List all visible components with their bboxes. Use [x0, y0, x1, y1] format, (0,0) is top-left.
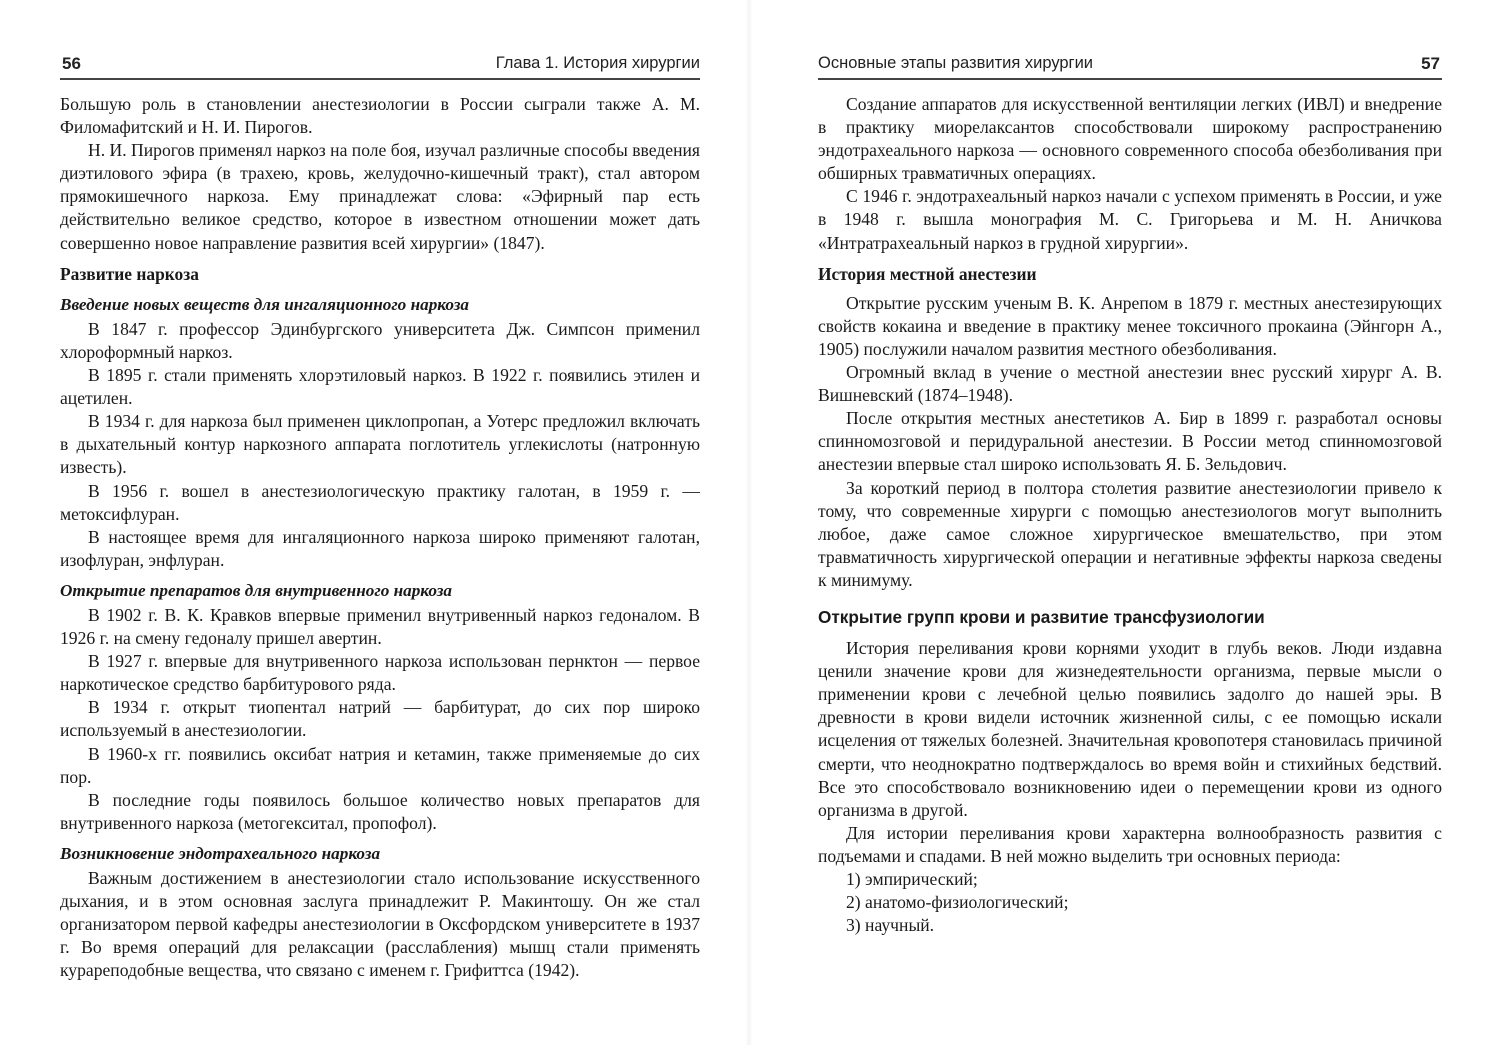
right-page-body	[818, 93, 1442, 937]
paragraph: Огромный вклад в учение о местной анестезии внес русский хирург А. В. Вишневский (1874–1948).	[818, 362, 1442, 406]
list-item: 3) научный.	[846, 915, 935, 936]
paragraph: Для истории переливания крови характерна волнообразность развития с подъемами и спадами. В ней можно выделить три основных периода:	[818, 822, 1442, 866]
list-item: 2) анатомо-физиологический;	[846, 892, 1069, 913]
paragraph: Открытие русским ученым В. К. Анрепом в 1879 г. местных анестезирующих свойств кокаина и введение в практику менее токсичного прокаина (Эйнгорн А., 1905) послужили началом развития местного обезболивания.	[818, 292, 1442, 359]
paragraph: История переливания крови корнями уходит в глубь веков. Люди издавна ценили значение крови для жизнедеятельности организма, первые мысли о применении крови с лечебной целью появились задолго до нашей эры. В древности в крови видели источник жизненной силы, с ее помощью искали исцеления от тяжелых болезней. Значительная кровопотеря становилась причиной смерти, что неоднократно подтверждалось во время войн и стихийных бедствий. Все это способствовало возникновению идеи о перемещении крови из одного организма в другой.	[818, 638, 1442, 820]
right-running-head	[818, 52, 1442, 80]
paragraph: В 1960-х гг. появились оксибат натрия и кетамин, также применяемые до сих пор.	[60, 743, 700, 787]
section-heading: История местной анестезии	[818, 263, 1037, 284]
running-title: Основные этапы развития хирургии	[818, 54, 1094, 72]
page-number: 57	[1421, 54, 1440, 73]
left-page	[60, 0, 700, 1045]
paragraph: В 1895 г. стали применять хлорэтиловый наркоз. В 1922 г. появились этилен и ацетилен.	[60, 365, 700, 409]
paragraph: В 1956 г. вошел в анестезиологическую практику галотан, в 1959 г. — метоксифлуран.	[60, 480, 700, 524]
period-list	[818, 868, 1442, 937]
paragraph: В 1847 г. профессор Эдинбургского университета Дж. Симпсон применил хлороформный наркоз.	[60, 318, 700, 362]
left-page-body	[60, 93, 700, 982]
page-number: 56	[62, 54, 81, 73]
paragraph: Н. И. Пирогов применял наркоз на поле боя, изучал различные способы введения диэтилового эфира (в трахею, кровь, желудочно-кишечный тракт), стал автором прямокишечного наркоза. Ему принадлежат слова: «Эфирный пар есть действительно великое средство, которое в известном отношении может дать совершенно новое направление развития всей хирургии» (1847).	[60, 140, 700, 253]
paragraph: В последние годы появилось большое количество новых препаратов для внутривенного наркоза (метогекситал, пропофол).	[60, 789, 700, 833]
subsection-heading: Введение новых веществ для ингаляционного наркоза	[60, 294, 470, 314]
paragraph: В 1934 г. для наркоза был применен циклопропан, а Уотерс предложил включать в дыхательный контур наркозного аппарата поглотитель углекислоты (натронную известь).	[60, 411, 700, 478]
subsection-heading: Возникновение эндотрахеального наркоза	[60, 843, 381, 863]
paragraph: В 1934 г. открыт тиопентал натрий — барбитурат, до сих пор широко используемый в анестезиологии.	[60, 697, 700, 741]
subsection-heading: Открытие препаратов для внутривенного наркоза	[60, 580, 453, 600]
paragraph: Важным достижением в анестезиологии стало использование искусственного дыхания, и в этом основная заслуга принадлежит Р. Макинтошу. Он же стал организатором первой кафедры анестезиологии в Оксфордском университете в 1937 г. Во время операций для релаксации (расслабления) мышц стали применять курареподобные вещества, что связано с именем г. Грифиттса (1942).	[60, 868, 700, 981]
paragraph: В настоящее время для ингаляционного наркоза широко применяют галотан, изофлуран, энфлуран.	[60, 526, 700, 570]
paragraph: Большую роль в становлении анестезиологии в России сыграли также А. М. Филомафитский и Н. И. Пирогов.	[60, 94, 700, 138]
section-heading: Развитие наркоза	[60, 263, 199, 284]
left-running-head	[60, 52, 700, 80]
paragraph: Создание аппаратов для искусственной вентиляции легких (ИВЛ) и внедрение в практику миорелаксантов способствовали широкому распространению эндотрахеального наркоза — основного современного способа обезболивания при обширных травматичных операциях.	[818, 94, 1442, 184]
list-item: 1) эмпирический;	[846, 869, 978, 889]
paragraph: После открытия местных анестетиков А. Бир в 1899 г. разработал основы спинномозговой и перидуральной анестезии. В России метод спинномозговой анестезии впервые стал широко использовать Я. Б. Зельдович.	[818, 408, 1442, 475]
paragraph: В 1902 г. В. К. Кравков впервые применил внутривенный наркоз гедоналом. В 1926 г. на смену гедоналу пришел авертин.	[60, 604, 700, 649]
paragraph: За короткий период в полтора столетия развитие анестезиологии привело к тому, что современные хирурги с помощью анестезиологов могут выполнить любое, даже самое сложное хирургическое вмешательство, при этом травматичность хирургической операции и негативные эффекты наркоза сведены к минимуму.	[818, 477, 1442, 590]
paragraph: В 1927 г. впервые для внутривенного наркоза использован пернктон — первое наркотическое средство барбитурового ряда.	[60, 651, 700, 695]
right-page	[818, 0, 1442, 1045]
book-spine	[745, 0, 753, 1045]
paragraph: С 1946 г. эндотрахеальный наркоз начали с успехом применять в России, и уже в 1948 г. вышла монография М. С. Григорьева и М. Н. Аничкова «Интратрахеальный наркоз в грудной хирургии».	[818, 186, 1442, 253]
chapter-section-heading: Открытие групп крови и развитие трансфузиологии	[818, 606, 1265, 627]
running-title: Глава 1. История хирургии	[495, 54, 700, 72]
